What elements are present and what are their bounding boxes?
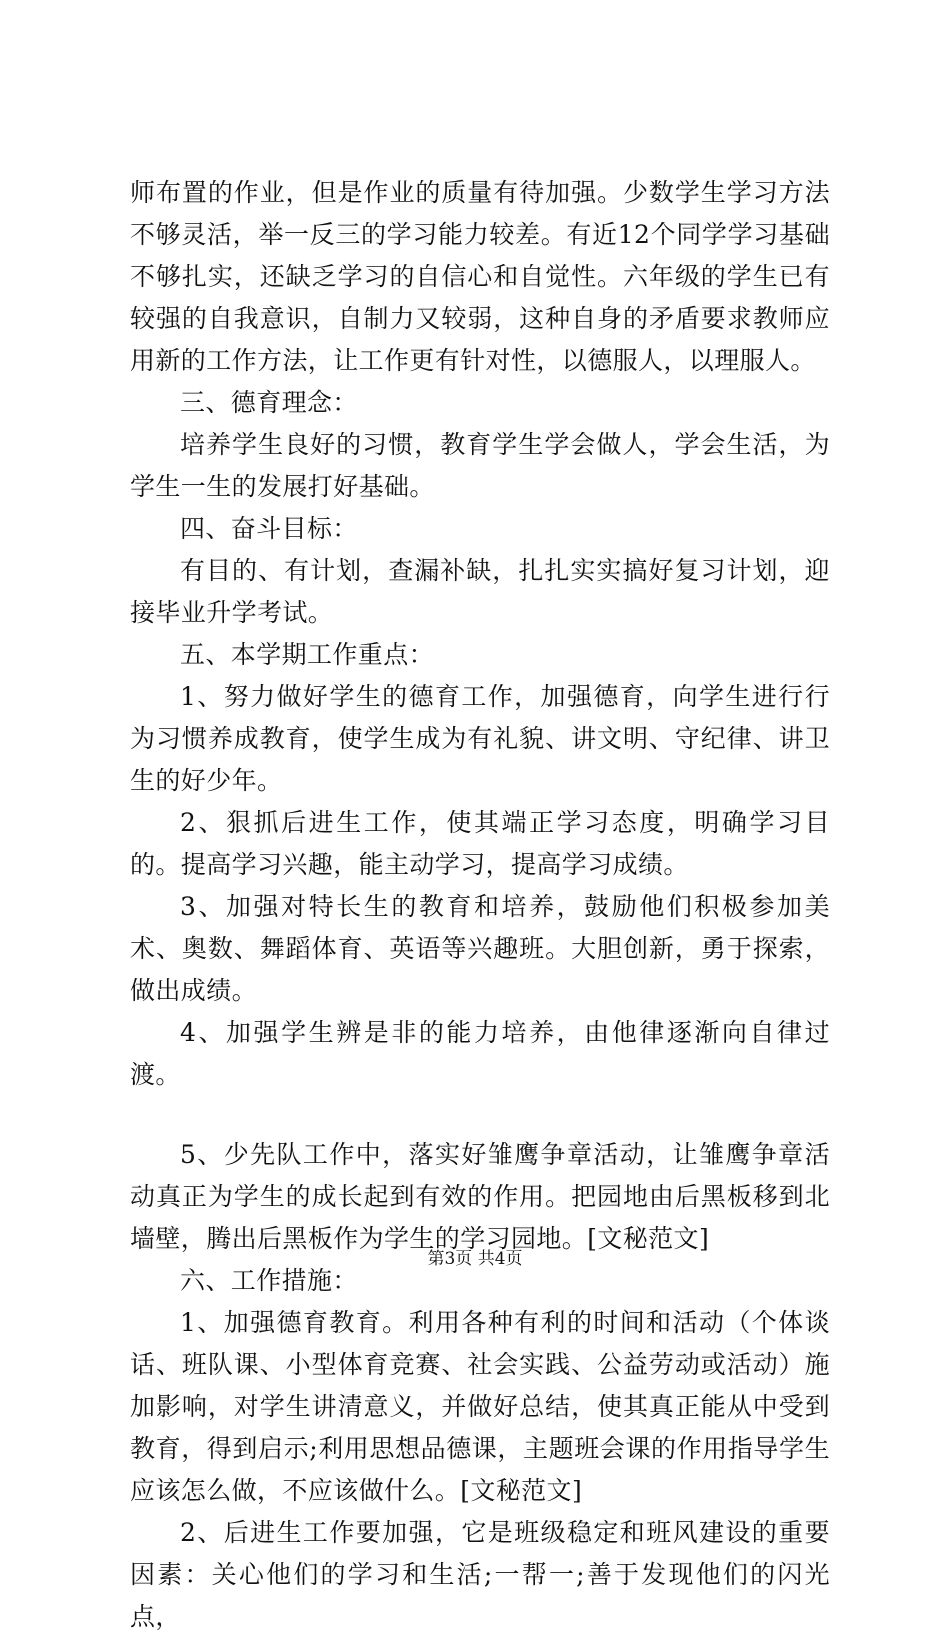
heading-work-measures: 六、工作措施： [180, 1266, 358, 1295]
paragraph-continued-class-analysis: 师布置的作业，但是作业的质量有待加强。少数学生学习方法不够灵活，举一反三的学习能力较差。有近12个同学学习基础不够扎实，还缺乏学习的自信心和自觉性。六年级的学生已有较强的自我意识，自制力又较弱，这种自身的矛盾要求教师应用新的工作方法，让工作更有针对性，以德服人，以理服人。 [130, 178, 830, 375]
heading-goals: 四、奋斗目标： [180, 514, 358, 543]
page-number-footer: 第3页 共4页 [427, 1249, 523, 1269]
priority-item-4: 4、加强学生辨是非的能力培养，由他律逐渐向自律过渡。 [130, 1018, 830, 1089]
priority-item-2: 2、狠抓后进生工作，使其端正学习态度，明确学习目的。提高学习兴趣，能主动学习，提高学习成绩。 [130, 808, 830, 879]
priority-item-1: 1、努力做好学生的德育工作，加强德育，向学生进行行为习惯养成教育，使学生成为有礼貌、讲文明、守纪律、讲卫生的好少年。 [130, 682, 830, 795]
paragraph-moral-education-philosophy: 培养学生良好的习惯，教育学生学会做人，学会生活，为学生一生的发展打好基础。 [130, 430, 830, 501]
measure-item-1: 1、加强德育教育。利用各种有利的时间和活动（个体谈话、班队课、小型体育竞赛、社会实践、公益劳动或活动）施加影响，对学生讲清意义，并做好总结，使其真正能从中受到教育，得到启示;利用思想品德课，主题班会课的作用指导学生应该怎么做，不应该做什么。[文秘范文] [130, 1308, 830, 1505]
heading-moral-education-philosophy: 三、德育理念： [180, 388, 358, 417]
paragraph-goals: 有目的、有计划，查漏补缺，扎扎实实搞好复习计划，迎接毕业升学考试。 [130, 556, 830, 627]
priority-item-5: 5、少先队工作中，落实好雏鹰争章活动，让雏鹰争章活动真正为学生的成长起到有效的作用。把园地由后黑板移到北墙壁，腾出后黑板作为学生的学习园地。[文秘范文] [130, 1140, 830, 1253]
heading-semester-priorities: 五、本学期工作重点： [180, 640, 435, 669]
priority-item-3: 3、加强对特长生的教育和培养，鼓励他们积极参加美术、奥数、舞蹈体育、英语等兴趣班。大胆创新，勇于探索，做出成绩。 [130, 892, 830, 1005]
measure-item-2: 2、后进生工作要加强，它是班级稳定和班风建设的重要因素：关心他们的学习和生活;一帮一;善于发现他们的闪光点， [130, 1518, 830, 1631]
document-body [130, 172, 830, 1638]
